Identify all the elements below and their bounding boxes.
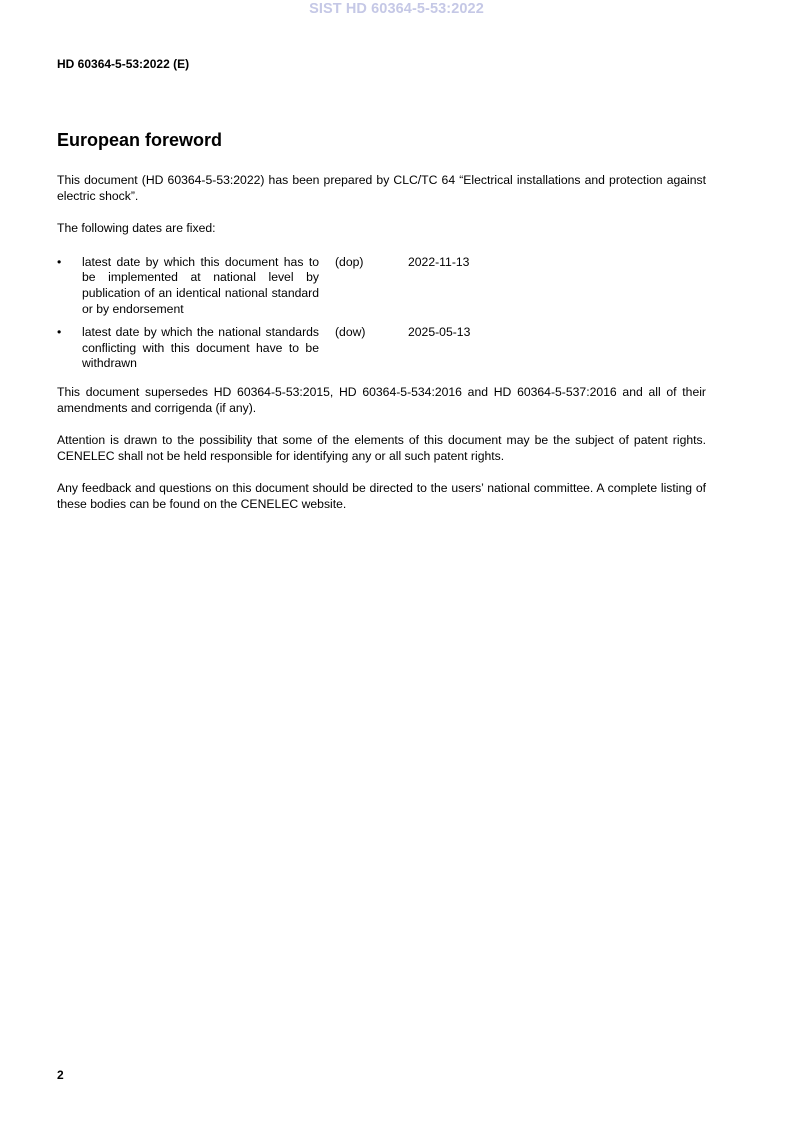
foreword-body — [57, 173, 706, 530]
date-value: 2025-05-13 — [408, 325, 471, 340]
bullet-icon: • — [57, 325, 62, 340]
date-code: (dow) — [335, 325, 366, 340]
intro-paragraph: This document (HD 60364-5-53:2022) has been prepared by CLC/TC 64 “Electrical installations and protection against electric shock”. — [57, 173, 706, 203]
date-description: latest date by which the national standards conflicting with this document have to be withdrawn — [82, 325, 319, 371]
dates-fixed-paragraph: The following dates are fixed: — [57, 221, 216, 236]
list-item — [57, 325, 706, 372]
document-id-header: HD 60364-5-53:2022 (E) — [57, 57, 190, 71]
list-item — [57, 255, 706, 317]
watermark: SIST HD 60364-5-53:2022 — [309, 1, 484, 17]
dates-list — [57, 255, 706, 372]
feedback-paragraph: Any feedback and questions on this document should be directed to the users’ national committee. A complete listing of these bodies can be found on the CENELEC website. — [57, 481, 706, 511]
section-title: European foreword — [57, 130, 223, 150]
date-description: latest date by which this document has to be implemented at national level by publication of an identical national standard or by endorsement — [82, 254, 319, 316]
page-number: 2 — [57, 1068, 64, 1082]
date-code: (dop) — [335, 254, 364, 269]
bullet-icon: • — [57, 254, 62, 269]
patent-paragraph: Attention is drawn to the possibility that some of the elements of this document may be the subject of patent rights. CENELEC shall not be held responsible for identifying any or all such patent rights. — [57, 433, 706, 463]
date-value: 2022-11-13 — [408, 254, 470, 269]
supersedes-paragraph: This document supersedes HD 60364-5-53:2015, HD 60364-5-534:2016 and HD 60364-5-537:2016 and all of their amendments and corrigenda (if any). — [57, 384, 706, 415]
